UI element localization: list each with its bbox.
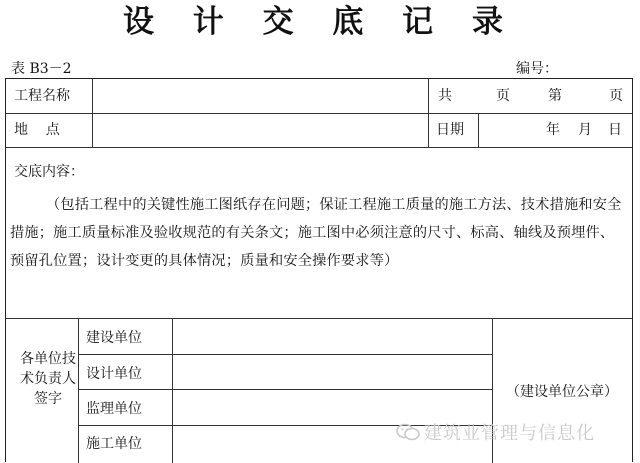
- page-current-prefix: 第: [548, 88, 562, 104]
- signature-group-label: 各单位技术负责人签字: [20, 351, 76, 407]
- date-month: 月: [578, 122, 592, 138]
- number-label: 编号：: [516, 61, 558, 77]
- wechat-icon: [396, 423, 420, 441]
- unit-design: 设计单位: [86, 366, 142, 382]
- page-total-suffix: 页: [496, 88, 510, 104]
- page-current-suffix: 页: [609, 88, 623, 104]
- owner-seal-label: （建设单位公章）: [506, 384, 618, 400]
- form-code: 表 B3－2: [11, 61, 72, 77]
- page-total-prefix: 共: [438, 88, 452, 104]
- date-day: 日: [608, 122, 622, 138]
- project-name-label: 工程名称: [14, 88, 70, 104]
- unit-contractor: 施工单位: [86, 436, 142, 452]
- date-label: 日期: [436, 122, 464, 138]
- content-body: [10, 191, 626, 275]
- location-label: 地 点: [14, 122, 60, 138]
- unit-supervision: 监理单位: [86, 401, 142, 417]
- record-table: [5, 78, 633, 462]
- content-label: 交底内容：: [14, 164, 84, 180]
- watermark: [396, 419, 595, 445]
- content-text: （包括工程中的关键性施工图纸存在问题；保证工程施工质量的施工方法、技术措施和安全措施；施工质量标准及验收规范的有关条文；施工图中必须注意的尺寸、标高、轴线及预埋件、预留孔位置；设计变更的具体情况；质量和安全操作要求等）: [10, 197, 622, 269]
- unit-construction-owner: 建设单位: [86, 330, 142, 346]
- date-year: 年: [546, 122, 560, 138]
- document-title: 设 计 交 底 记 录: [123, 4, 517, 40]
- watermark-text: 建筑业管理与信息化: [424, 423, 595, 444]
